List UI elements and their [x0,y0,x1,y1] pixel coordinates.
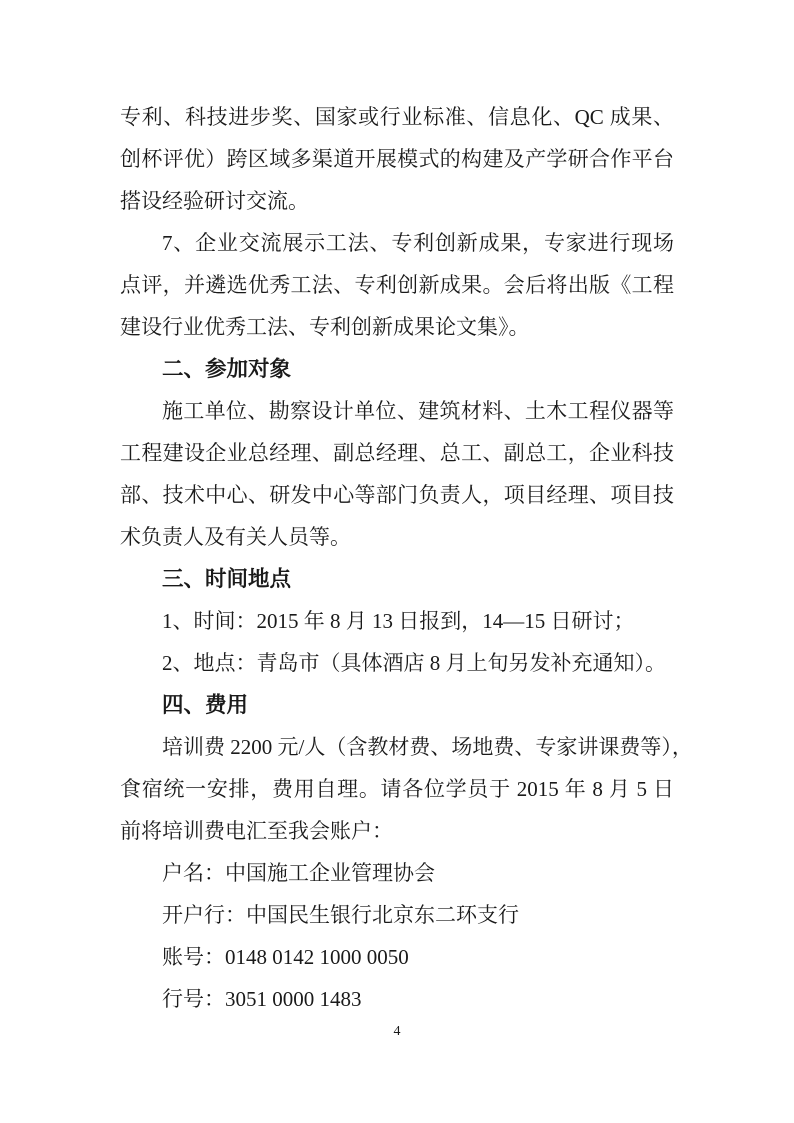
section-heading: 二、参加对象 [162,357,292,381]
text-line: 行号：3051 0000 1483 [162,987,362,1011]
text-line: 创杯评优）跨区域多渠道开展模式的构建及产学研合作平台 [120,147,674,171]
text-line: 前将培训费电汇至我会账户： [120,819,393,843]
text-line: 建设行业优秀工法、专利创新成果论文集》。 [120,315,530,339]
text-line: 开户行：中国民生银行北京东二环支行 [162,903,519,927]
text-line: 培训费 2200 元/人（含教材费、场地费、专家讲课费等）， [162,735,693,759]
text-line: 专利、科技进步奖、国家或行业标准、信息化、QC 成果、 [120,105,674,129]
page-number: 4 [393,1024,401,1039]
text-line: 户名：中国施工企业管理协会 [162,861,435,885]
text-line: 工程建设企业总经理、副总经理、总工、副总工，企业科技 [120,441,674,465]
text-line: 2、地点：青岛市（具体酒店 8 月上旬另发补充通知）。 [162,651,666,675]
text-line: 部、技术中心、研发中心等部门负责人，项目经理、项目技 [120,483,674,507]
text-line: 术负责人及有关人员等。 [120,525,351,549]
text-line: 7、企业交流展示工法、专利创新成果，专家进行现场 [162,231,674,255]
text-line: 账号：0148 0142 1000 0050 [162,945,409,969]
text-line: 食宿统一安排，费用自理。请各位学员于 2015 年 8 月 5 日 [120,777,674,801]
section-heading: 三、时间地点 [162,567,292,591]
text-line: 点评，并遴选优秀工法、专利创新成果。会后将出版《工程 [120,273,674,297]
document-body [120,96,693,1020]
section-heading: 四、费用 [162,693,249,717]
text-line: 施工单位、勘察设计单位、建筑材料、土木工程仪器等 [162,399,674,423]
text-line: 1、时间：2015 年 8 月 13 日报到，14—15 日研讨； [162,609,635,633]
text-line: 搭设经验研讨交流。 [120,189,309,213]
